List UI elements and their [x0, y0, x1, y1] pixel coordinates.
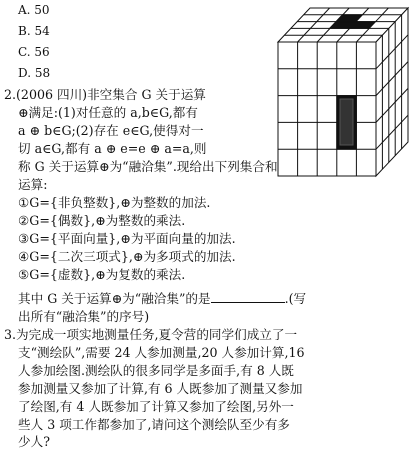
q3-line-1: 3.为完成一项实地测量任务,夏令营的同学们成立了一 [4, 327, 298, 342]
option-a: A. 50 [18, 3, 50, 17]
q2-answer-prefix: 其中 G 关于运算⊕为“融洽集”的是 [18, 291, 211, 306]
option-d: D. 58 [18, 66, 51, 80]
q3-line-3: 人参加绘图.测绘队的很多同学是多面手,有 8 人既 [18, 363, 294, 378]
q2-line-11: ⑤G={虚数},⊕为复数的乘法. [18, 267, 186, 282]
q2-answer-suffix: .(写 [284, 291, 307, 306]
answer-blank[interactable] [211, 291, 285, 303]
option-c: C. 56 [18, 45, 50, 59]
q3-line-2: 支“测绘队”,需要 24 人参加测量,20 人参加计算,16 [18, 345, 305, 360]
q2-line-5: 称 G 关于运算⊕为“融洽集”.现给出下列集合和 [18, 159, 278, 174]
q3-line-6: 些人 3 项工作都参加了,请问这个测绘队至少有多 [18, 417, 290, 432]
q2-line-1: 2.(2006 四川)非空集合 G 关于运算 [4, 87, 206, 102]
q2-answer-line [18, 291, 306, 306]
q2-line-2: ⊕满足:(1)对任意的 a,b∈G,都有 [18, 105, 198, 120]
q3-line-4: 参加测量又参加了计算,有 6 人既参加了测量又参加 [18, 381, 303, 396]
q2-line-3: a ⊕ b∈G;(2)存在 e∈G,使得对一 [18, 123, 204, 138]
q2-line-7: ①G={非负整数},⊕为整数的加法. [18, 195, 211, 210]
q2-line-10: ④G={二次三项式},⊕为多项式的加法. [18, 249, 236, 264]
q2-line-9: ③G={平面向量},⊕为平面向量的加法. [18, 231, 236, 246]
q2-line-4: 切 a∈G,都有 a ⊕ e=e ⊕ a=a,则 [18, 141, 207, 156]
q2-line-8: ②G={偶数},⊕为整数的乘法. [18, 213, 186, 228]
q2-answer-note: 出所有“融洽集”的序号) [18, 309, 150, 324]
q3-line-5: 了绘图,有 4 人既参加了计算又参加了绘图,另外一 [18, 399, 294, 414]
cube-figure [270, 0, 410, 180]
q2-line-6: 运算: [18, 177, 48, 192]
option-b: B. 54 [18, 24, 50, 38]
q3-line-7: 少人? [18, 434, 50, 449]
